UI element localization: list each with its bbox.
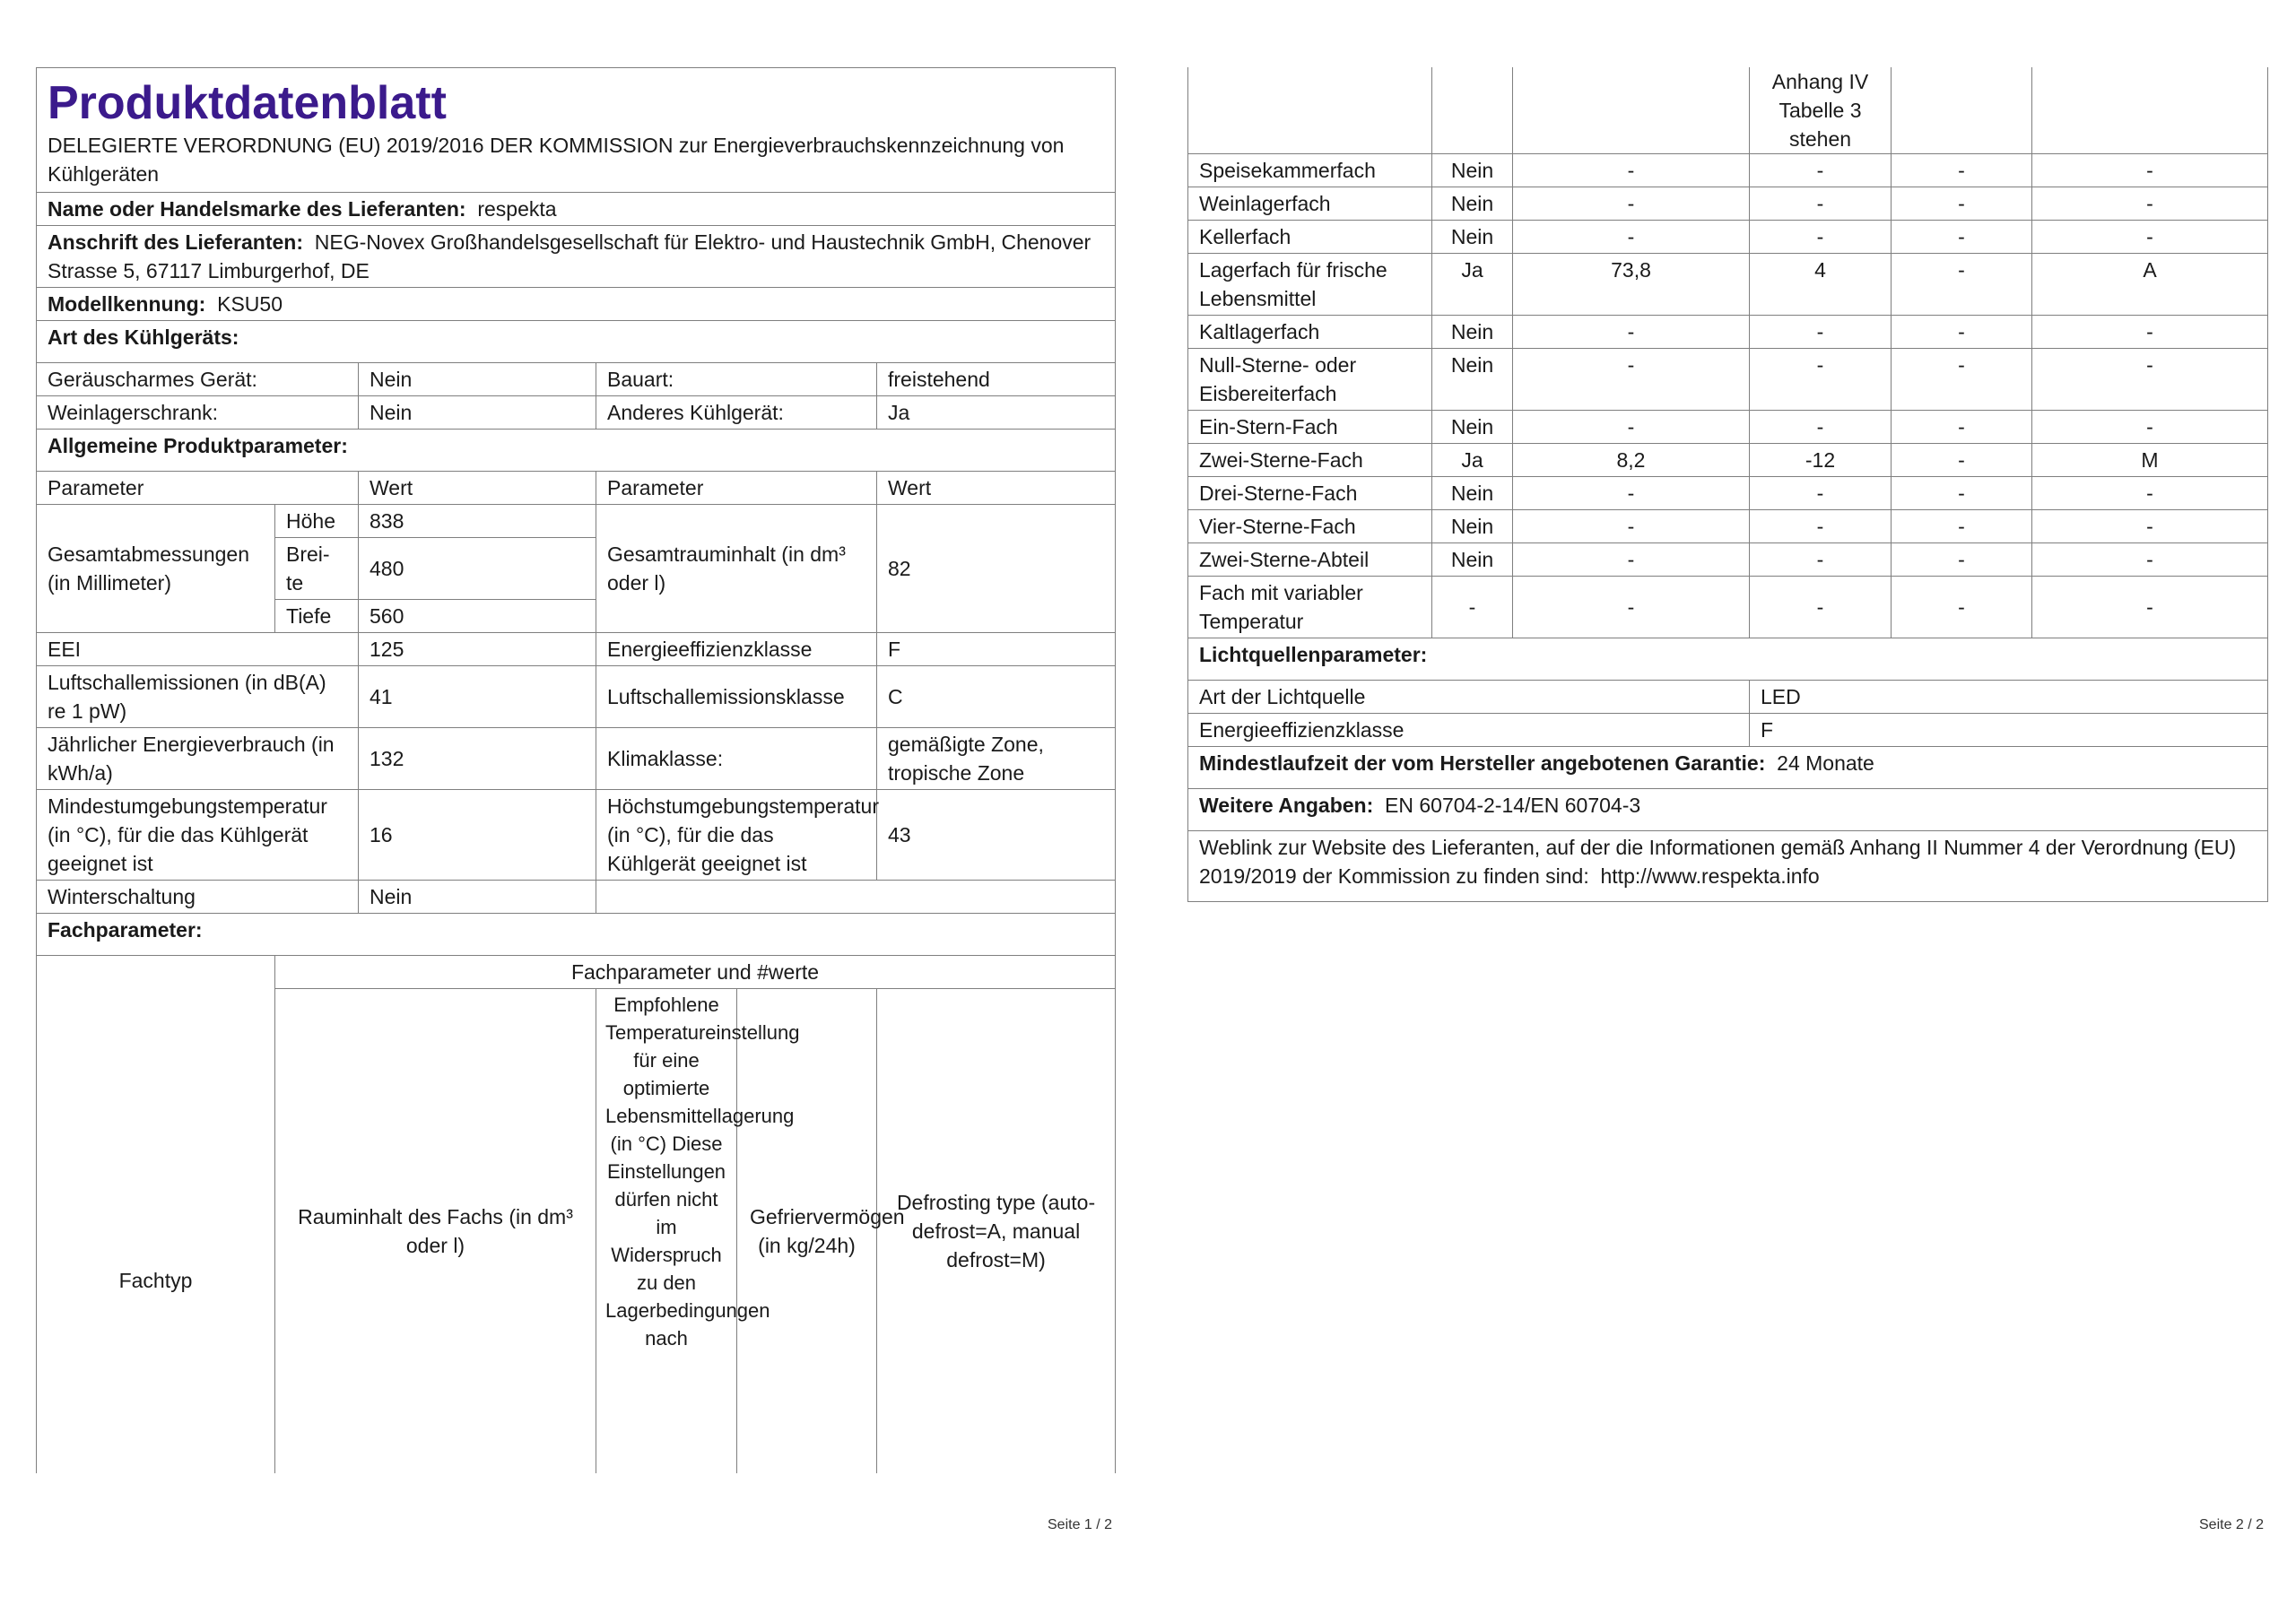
address-row <box>37 226 1116 288</box>
compartment-name: Zwei-Sterne-Abteil <box>1188 543 1432 577</box>
compartment-volume: - <box>1513 154 1750 187</box>
compartment-row <box>1188 510 2268 543</box>
compartment-present: Nein <box>1432 349 1513 411</box>
compartment-present: Nein <box>1432 221 1513 254</box>
compartment-temp: - <box>1750 349 1892 411</box>
supplier-value: respekta <box>477 197 557 221</box>
fach-heading: Fachparameter: <box>37 914 1116 956</box>
compartment-row <box>1188 477 2268 510</box>
winter-key: Winterschaltung <box>37 881 359 914</box>
compartment-row <box>1188 187 2268 221</box>
regulation-text: DELEGIERTE VERORDNUNG (EU) 2019/2016 DER KOMMISSION zur Energieverbrauchskennzeichnung von Kühlgeräten <box>48 134 1065 186</box>
param-row <box>37 666 1116 728</box>
compartment-defrost: - <box>2032 154 2268 187</box>
weblink-text: Weblink zur Website des Lieferanten, auf der die Informationen gemäß Anhang II Nummer 4 der Verordnung (EU) 2019/2019 der Kommission zu finden sind: <box>1199 836 2237 888</box>
continued-temp-header: Anhang IV Tabelle 3 stehen <box>1750 67 1892 154</box>
param-header: Parameter <box>596 472 877 505</box>
compartment-name: Speisekammerfach <box>1188 154 1432 187</box>
compartment-freeze: - <box>1892 510 2032 543</box>
compartment-freeze: - <box>1892 577 2032 638</box>
compartment-volume: - <box>1513 477 1750 510</box>
param-row <box>37 728 1116 790</box>
compartment-name: Lagerfach für frische Lebensmittel <box>1188 254 1432 316</box>
page-number-2: Seite 2 / 2 <box>2199 1517 2265 1532</box>
compartment-freeze: - <box>1892 477 2032 510</box>
compartment-defrost: - <box>2032 316 2268 349</box>
supplier-label: Name oder Handelsmarke des Lieferanten: <box>48 197 466 221</box>
compartment-present: Nein <box>1432 187 1513 221</box>
param-key: Jährlicher Energieverbrauch (in kWh/a) <box>37 728 359 790</box>
compartment-present: Ja <box>1432 254 1513 316</box>
param-key: Luftschallemissionen (in dB(A) re 1 pW) <box>37 666 359 728</box>
winter-value: Nein <box>359 881 596 914</box>
compartment-row <box>1188 254 2268 316</box>
type-key: Anderes Kühlgerät: <box>596 396 877 430</box>
compartment-temp: - <box>1750 187 1892 221</box>
type-value: Nein <box>359 363 596 396</box>
compartment-freeze: - <box>1892 254 2032 316</box>
param-header: Parameter <box>37 472 359 505</box>
compartment-name: Weinlagerfach <box>1188 187 1432 221</box>
compartment-freeze: - <box>1892 221 2032 254</box>
light-heading: Lichtquellenparameter: <box>1188 638 2268 681</box>
type-key: Bauart: <box>596 363 877 396</box>
param-value: C <box>877 666 1116 728</box>
light-key: Energieeffizienzklasse <box>1188 714 1750 747</box>
compartment-temp: - <box>1750 543 1892 577</box>
page-number-1: Seite 1 / 2 <box>1048 1517 1113 1532</box>
compartment-freeze: - <box>1892 411 2032 444</box>
light-value: LED <box>1750 681 2268 714</box>
type-row <box>37 396 1116 430</box>
compartment-name: Null-Sterne- oder Eisbereiterfach <box>1188 349 1432 411</box>
continued-cell <box>2032 67 2268 154</box>
compartment-present: Nein <box>1432 510 1513 543</box>
model-value: KSU50 <box>217 292 283 316</box>
compartment-row <box>1188 543 2268 577</box>
general-heading: Allgemeine Produktparameter: <box>37 430 1116 472</box>
compartment-defrost: - <box>2032 477 2268 510</box>
compartment-volume: - <box>1513 316 1750 349</box>
page-1 <box>36 67 1115 1473</box>
compartment-row <box>1188 154 2268 187</box>
compartment-present: Nein <box>1432 154 1513 187</box>
further-value: EN 60704-2-14/EN 60704-3 <box>1385 794 1641 817</box>
weblink-row <box>1188 831 2268 902</box>
compartment-row <box>1188 316 2268 349</box>
param-value: 125 <box>359 633 596 666</box>
depth-value: 560 <box>359 600 596 633</box>
compartment-name: Fach mit variabler Temperatur <box>1188 577 1432 638</box>
light-row <box>1188 681 2268 714</box>
datasheet-table-page-1 <box>36 67 1116 1473</box>
compartment-volume: - <box>1513 543 1750 577</box>
type-key: Weinlagerschrank: <box>37 396 359 430</box>
param-value: 43 <box>877 790 1116 881</box>
param-value: 41 <box>359 666 596 728</box>
compartment-name: Vier-Sterne-Fach <box>1188 510 1432 543</box>
weblink-url[interactable]: http://www.respekta.info <box>1600 864 1820 888</box>
compartment-temp: - <box>1750 477 1892 510</box>
compartment-volume: - <box>1513 577 1750 638</box>
compartment-volume: - <box>1513 411 1750 444</box>
param-value: 16 <box>359 790 596 881</box>
compartment-temp: 4 <box>1750 254 1892 316</box>
compartment-row <box>1188 577 2268 638</box>
compartment-temp: - <box>1750 154 1892 187</box>
type-key: Geräuscharmes Gerät: <box>37 363 359 396</box>
compartment-defrost: M <box>2032 444 2268 477</box>
compartment-name: Kellerfach <box>1188 221 1432 254</box>
total-volume-label: Gesamtrauminhalt (in dm³ oder l) <box>596 505 877 633</box>
param-key: Energieeffizienzklasse <box>596 633 877 666</box>
param-row <box>37 633 1116 666</box>
param-row <box>37 790 1116 881</box>
warranty-value: 24 Monate <box>1777 751 1874 775</box>
compartment-defrost: - <box>2032 577 2268 638</box>
compartment-freeze: - <box>1892 187 2032 221</box>
compartment-row <box>1188 411 2268 444</box>
fach-temp-header: Empfohlene Temperatureinstellung für eine optimierte Lebensmittellagerung (in °C) Diese Einstellungen dürfen nicht im Widerspruch zu den Lagerbedingungen nach <box>596 989 737 1473</box>
continued-cell <box>1513 67 1750 154</box>
value-header: Wert <box>359 472 596 505</box>
compartment-name: Kaltlagerfach <box>1188 316 1432 349</box>
continued-cell <box>1892 67 2032 154</box>
param-key: Mindestumgebungstemperatur (in °C), für die das Kühlgerät geeignet ist <box>37 790 359 881</box>
compartment-row <box>1188 349 2268 411</box>
param-key: Luftschallemissionsklasse <box>596 666 877 728</box>
compartment-volume: - <box>1513 187 1750 221</box>
warranty-row <box>1188 747 2268 789</box>
title-cell <box>37 68 1116 193</box>
model-row <box>37 288 1116 321</box>
param-value: gemäßigte Zone, tropische Zone <box>877 728 1116 790</box>
fach-defrost-header: Defrosting type (auto-defrost=A, manual defrost=M) <box>877 989 1116 1473</box>
compartment-defrost: - <box>2032 221 2268 254</box>
supplier-row <box>37 193 1116 226</box>
type-value: freistehend <box>877 363 1116 396</box>
compartment-freeze: - <box>1892 349 2032 411</box>
compartment-name: Zwei-Sterne-Fach <box>1188 444 1432 477</box>
compartment-temp: - <box>1750 510 1892 543</box>
type-value: Nein <box>359 396 596 430</box>
compartment-name: Ein-Stern-Fach <box>1188 411 1432 444</box>
page-title: Produktdatenblatt <box>48 77 447 129</box>
compartment-defrost: - <box>2032 543 2268 577</box>
compartment-present: Nein <box>1432 477 1513 510</box>
height-value: 838 <box>359 505 596 538</box>
compartment-present: Nein <box>1432 543 1513 577</box>
continued-cell <box>1432 67 1513 154</box>
address-label: Anschrift des Lieferanten: <box>48 230 303 254</box>
compartment-temp: -12 <box>1750 444 1892 477</box>
compartment-temp: - <box>1750 577 1892 638</box>
further-label: Weitere Angaben: <box>1199 794 1374 817</box>
param-value: F <box>877 633 1116 666</box>
compartment-volume: - <box>1513 221 1750 254</box>
compartment-volume: 73,8 <box>1513 254 1750 316</box>
param-key: EEI <box>37 633 359 666</box>
compartment-temp: - <box>1750 316 1892 349</box>
model-label: Modellkennung: <box>48 292 206 316</box>
depth-label: Tiefe <box>275 600 359 633</box>
compartment-name: Drei-Sterne-Fach <box>1188 477 1432 510</box>
compartment-defrost: - <box>2032 187 2268 221</box>
height-label: Höhe <box>275 505 359 538</box>
value-header: Wert <box>877 472 1116 505</box>
total-volume-value: 82 <box>877 505 1116 633</box>
fach-group-header: Fachparameter und #werte <box>275 956 1116 989</box>
type-row <box>37 363 1116 396</box>
param-key: Klimaklasse: <box>596 728 877 790</box>
winter-row <box>37 881 1116 914</box>
address-value: NEG-Novex Großhandelsgesellschaft für Elektro- und Haustechnik GmbH, Chenover Strasse 5, 67117 Limburgerhof, DE <box>48 230 1091 282</box>
fach-volume-header: Rauminhalt des Fachs (in dm³ oder l) <box>275 989 596 1473</box>
further-row <box>1188 789 2268 831</box>
compartment-freeze: - <box>1892 316 2032 349</box>
page-2 <box>1187 67 2267 902</box>
compartment-freeze: - <box>1892 154 2032 187</box>
param-value: 132 <box>359 728 596 790</box>
compartment-present: Nein <box>1432 316 1513 349</box>
warranty-label: Mindestlaufzeit der vom Hersteller angebotenen Garantie: <box>1199 751 1766 775</box>
light-row <box>1188 714 2268 747</box>
compartment-volume: - <box>1513 349 1750 411</box>
param-header-row <box>37 472 1116 505</box>
continued-cell <box>1188 67 1432 154</box>
compartment-temp: - <box>1750 221 1892 254</box>
compartment-present: Ja <box>1432 444 1513 477</box>
compartment-defrost: - <box>2032 349 2268 411</box>
compartment-row <box>1188 444 2268 477</box>
width-label: Brei-te <box>275 538 359 600</box>
dimensions-label: Gesamtabmessungen (in Millimeter) <box>37 505 275 633</box>
fach-freeze-header: Gefriervermögen (in kg/24h) <box>737 989 877 1473</box>
compartment-defrost: A <box>2032 254 2268 316</box>
compartment-volume: - <box>1513 510 1750 543</box>
compartment-defrost: - <box>2032 510 2268 543</box>
empty-cell <box>596 881 1116 914</box>
compartment-volume: 8,2 <box>1513 444 1750 477</box>
width-value: 480 <box>359 538 596 600</box>
compartment-temp: - <box>1750 411 1892 444</box>
compartment-present: Nein <box>1432 411 1513 444</box>
compartment-row <box>1188 221 2268 254</box>
fach-type-header: Fachtyp <box>37 956 275 1473</box>
light-key: Art der Lichtquelle <box>1188 681 1750 714</box>
type-heading: Art des Kühlgeräts: <box>37 321 1116 363</box>
type-value: Ja <box>877 396 1116 430</box>
datasheet-table-page-2 <box>1187 67 2268 902</box>
param-key: Höchstumgebungstemperatur (in °C), für die das Kühlgerät geeignet ist <box>596 790 877 881</box>
compartment-freeze: - <box>1892 444 2032 477</box>
compartment-present: - <box>1432 577 1513 638</box>
compartment-freeze: - <box>1892 543 2032 577</box>
compartment-defrost: - <box>2032 411 2268 444</box>
light-value: F <box>1750 714 2268 747</box>
